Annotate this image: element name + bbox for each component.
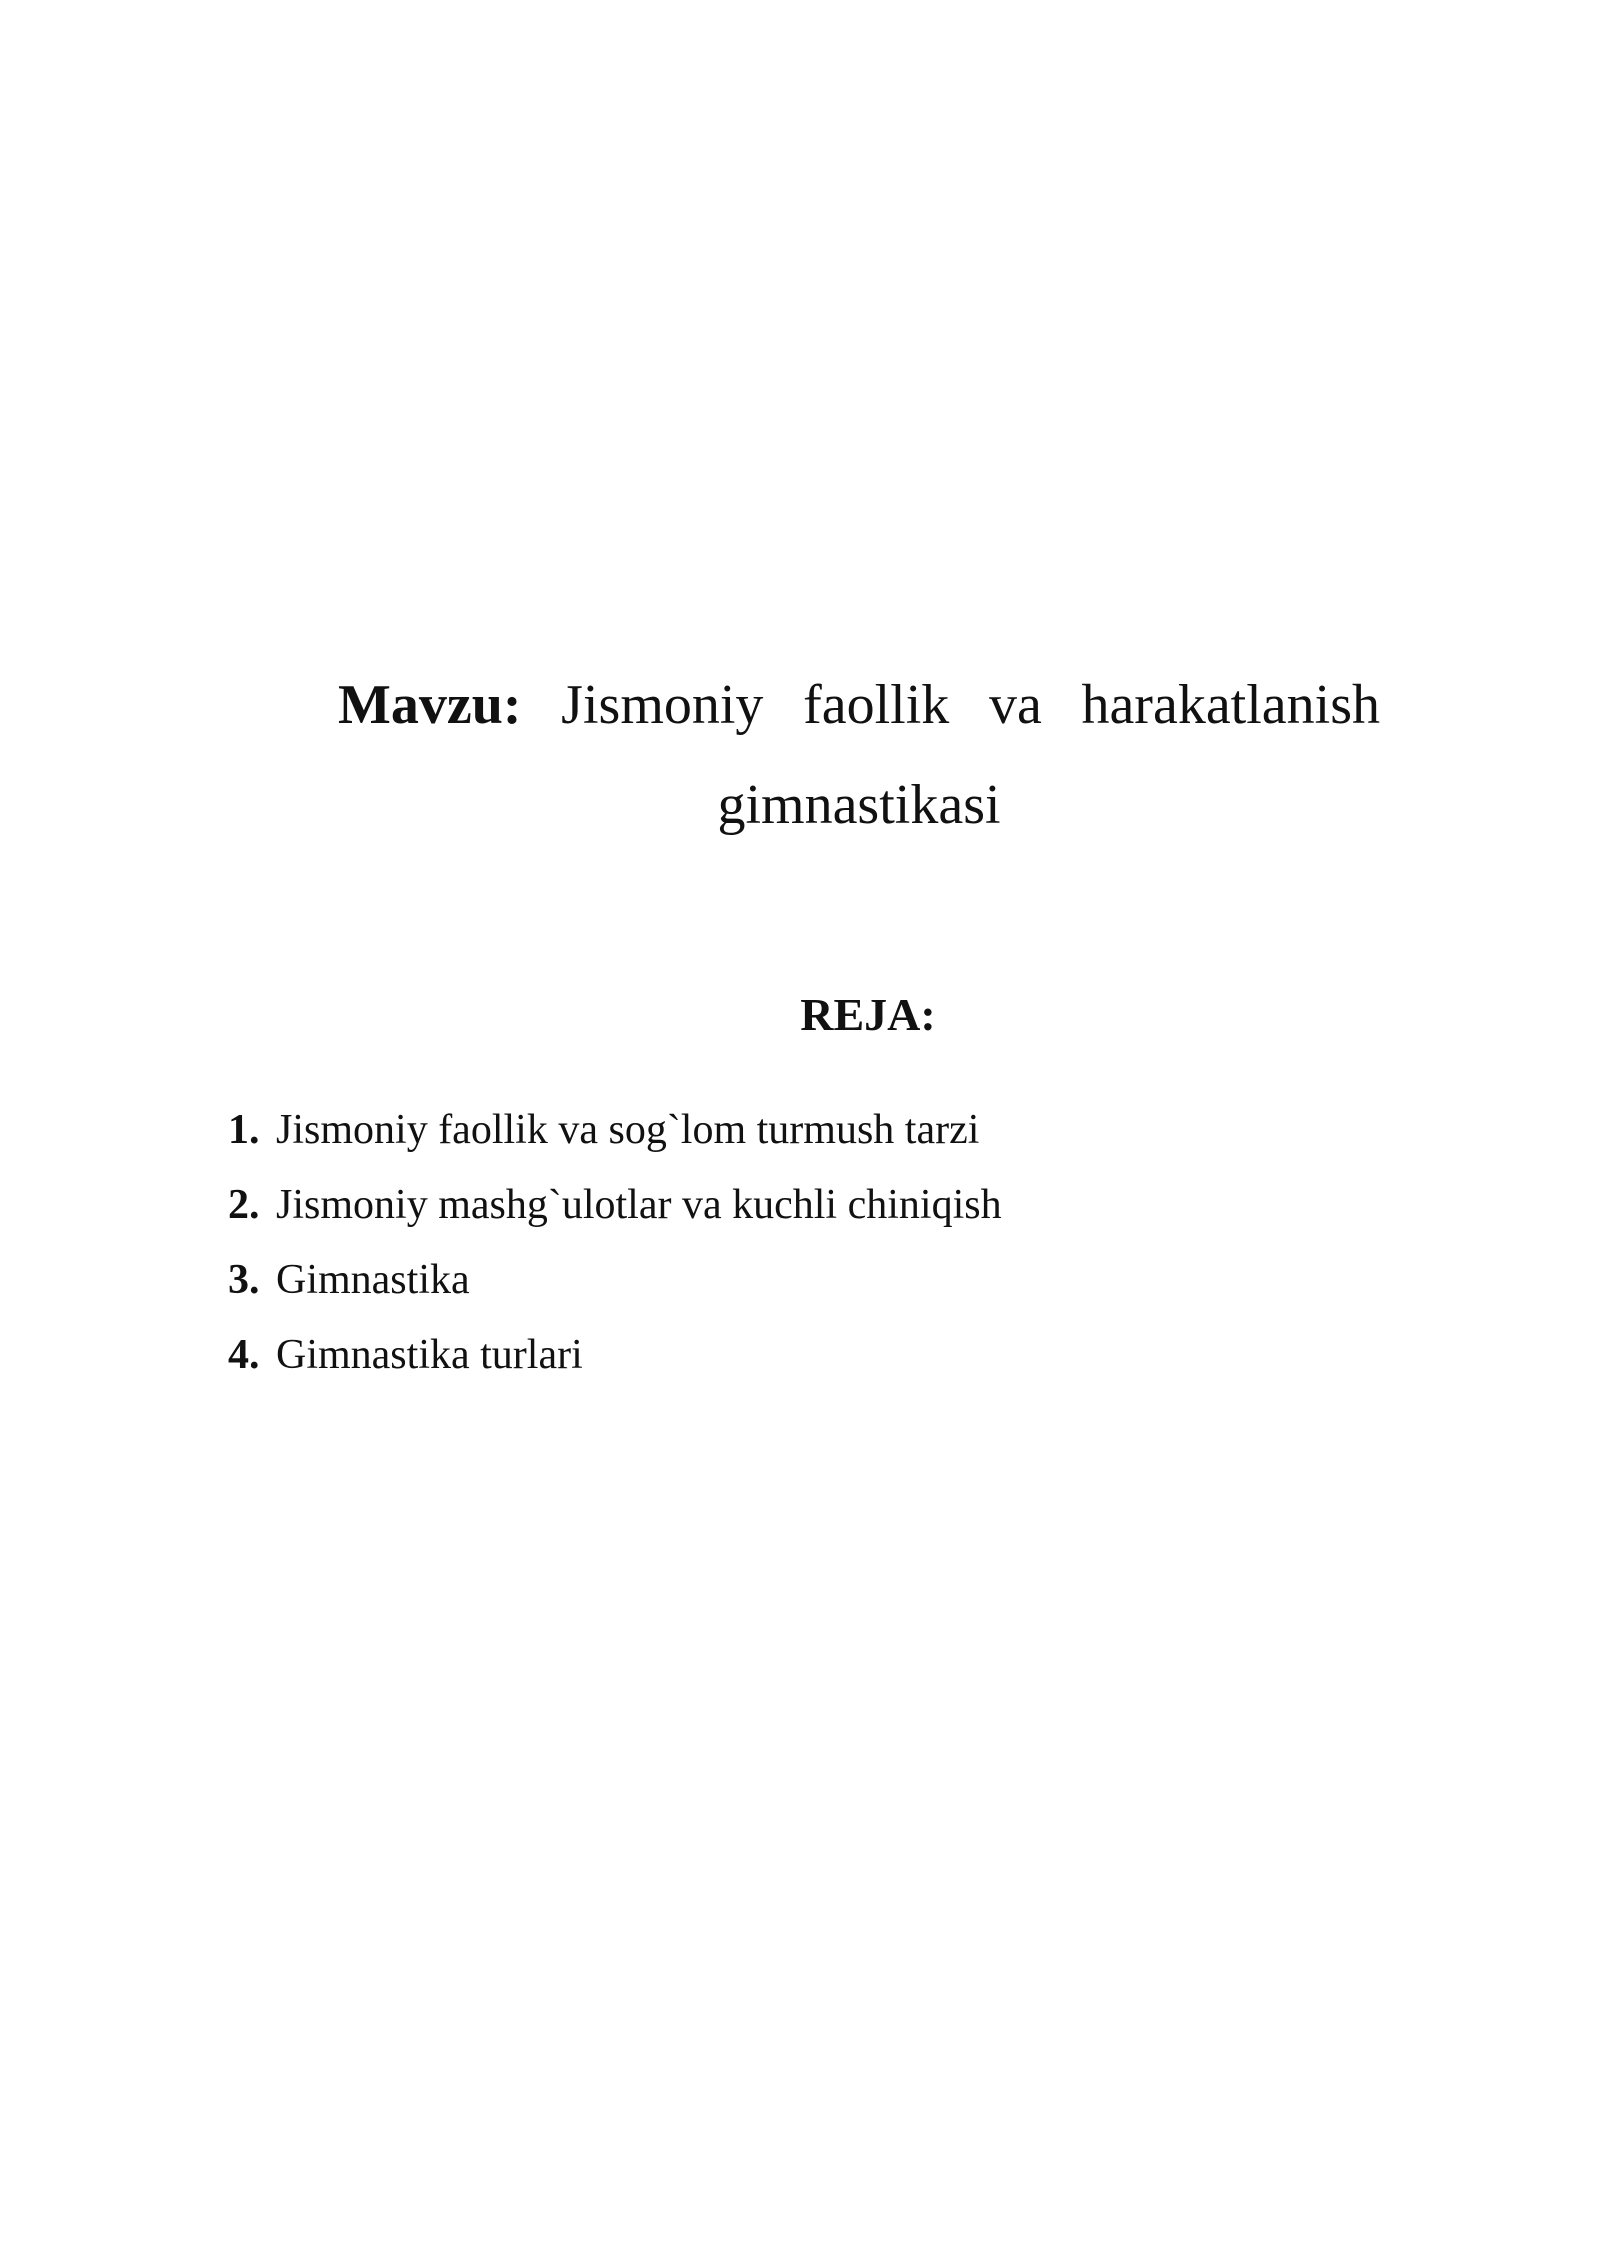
topic-word: va: [988, 674, 1042, 736]
plan-item-number: 2.: [228, 1182, 260, 1228]
plan-item-text: Gimnastika turlari: [276, 1332, 583, 1378]
plan-heading: REJA:: [800, 989, 936, 1040]
plan-item: [228, 1250, 1002, 1325]
plan-item: [228, 1325, 1002, 1400]
plan-item: [228, 1100, 1002, 1175]
plan-item-text: Jismoniy mashg`ulotlar va kuchli chiniqish: [276, 1182, 1002, 1228]
topic-word: faollik: [803, 674, 950, 736]
topic-word: harakatlanish: [1081, 674, 1380, 736]
plan-list: [228, 1100, 1002, 1400]
topic-label: Mavzu:: [338, 674, 522, 736]
plan-item-text: Jismoniy faollik va sog`lom turmush tarzi: [276, 1107, 980, 1153]
plan-item: [228, 1175, 1002, 1250]
topic-title: [338, 655, 1380, 855]
topic-title-line-1: [338, 655, 1380, 755]
topic-word: Jismoniy: [561, 674, 764, 736]
topic-title-line-2: gimnastikasi: [717, 774, 1001, 836]
plan-item-number: 1.: [228, 1107, 260, 1153]
plan-item-text: Gimnastika: [276, 1257, 470, 1303]
plan-item-number: 3.: [228, 1257, 260, 1303]
plan-item-number: 4.: [228, 1332, 260, 1378]
